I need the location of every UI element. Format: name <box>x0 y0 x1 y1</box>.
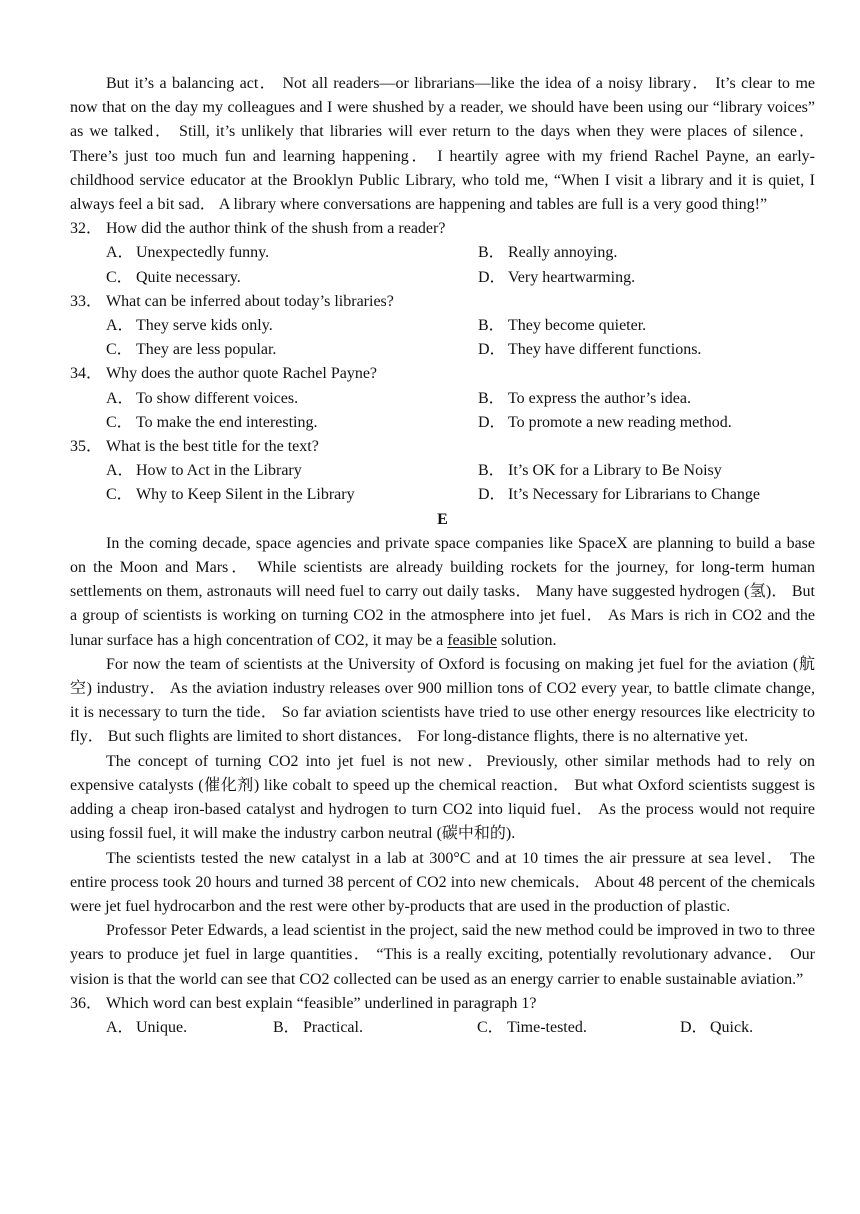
question-33 <box>70 290 815 363</box>
question-36 <box>70 992 815 1040</box>
passage-e-paragraph-5: Professor Peter Edwards, a lead scientist in the project, said the new method could be improved in two to three years to produce jet fuel in large quantities． “This is a really exciting, potentially revolutionary advance． Our vision is that the world can see that CO2 collected can be used as an energy carrier to enable sustainable aviation.” <box>70 922 816 988</box>
option-a[interactable]: A． Unexpectedly funny. <box>106 244 270 262</box>
option-a[interactable]: A． Unique. <box>106 1018 188 1036</box>
question-34 <box>70 362 815 435</box>
passage-e-paragraph-1: In the coming decade, space agencies and private space companies like SpaceX are planning to build a base on the Moon and Mars． While scientists are already building rockets for the journey, for long-term human settlements on them, astronauts will need fuel to carry out daily tasks． Many have suggested hydrogen (氢)． But a group of scientists is working on turning CO2 in the atmosphere into jet fuel． As Mars is rich in CO2 and the lunar surface has a high concentration of CO2, it may be a feasible solution. <box>70 534 815 649</box>
question-number: 36． <box>70 994 103 1012</box>
option-d[interactable]: D． Quick. <box>680 1018 754 1036</box>
question-stem: How did the author think of the shush from a reader? <box>106 220 446 238</box>
option-d[interactable]: D． It’s Necessary for Librarians to Change <box>478 486 760 504</box>
question-number: 34． <box>70 365 103 383</box>
exam-page <box>70 72 815 1040</box>
question-stem: What is the best title for the text? <box>106 438 319 456</box>
option-c[interactable]: C． Time-tested. <box>477 1018 587 1036</box>
underlined-word: feasible <box>447 631 497 649</box>
passage-e-paragraph-4: The scientists tested the new catalyst in a lab at 300°C and at 10 times the air pressure at sea level． The entire process took 20 hours and turned 38 percent of CO2 into new chemicals． About 48 percent of the chemicals were jet fuel hydrocarbon and the rest were other by-products that are used in the production of plastic. <box>70 849 816 915</box>
passage-e-paragraph-3: The concept of turning CO2 into jet fuel is not new．Previously, other similar methods had to rely on expensive catalysts (催化剂) like cobalt to speed up the chemical reaction． But what Oxford scientists suggest is adding a cheap iron-based catalyst and hydrogen to turn CO2 into liquid fuel． As the process would not require using fossil fuel, it will make the industry carbon neutral (碳中和的). <box>70 752 816 843</box>
question-number: 33． <box>70 292 103 310</box>
question-stem: Which word can best explain “feasible” underlined in paragraph 1? <box>106 994 537 1012</box>
option-b[interactable]: B． Really annoying. <box>478 244 618 262</box>
option-b[interactable]: B． Practical. <box>273 1018 363 1036</box>
passage-e-paragraph-2: For now the team of scientists at the University of Oxford is focusing on making jet fuel for the aviation (航空) industry． As the aviation industry releases over 900 million tons of CO2 every year, to battle climate change, it is necessary to turn the tide． So far aviation scientists have tried to use other energy resources like electricity to fly． But such flights are limited to short distances． For long-distance flights, there is no alternative yet. <box>70 655 815 746</box>
section-heading: E <box>437 510 448 528</box>
option-c[interactable]: C． To make the end interesting. <box>106 413 318 431</box>
option-b[interactable]: B． It’s OK for a Library to Be Noisy <box>478 462 722 480</box>
question-stem: What can be inferred about today’s libraries? <box>106 292 394 310</box>
option-c[interactable]: C． Why to Keep Silent in the Library <box>106 486 355 504</box>
option-d[interactable]: D． To promote a new reading method. <box>478 413 732 431</box>
option-a[interactable]: A． How to Act in the Library <box>106 462 302 480</box>
question-number: 32． <box>70 220 103 238</box>
option-a[interactable]: A． To show different voices. <box>106 389 299 407</box>
option-a[interactable]: A． They serve kids only. <box>106 317 273 335</box>
option-d[interactable]: D． Very heartwarming. <box>478 268 636 286</box>
question-stem: Why does the author quote Rachel Payne? <box>106 365 378 383</box>
question-35 <box>70 435 815 508</box>
passage-d-final-paragraph: But it’s a balancing act． Not all readers—or librarians—like the idea of a noisy library． It’s clear to me now that on the day my colleagues and I were shushed by a reader, we should have been using our “library voices” as we talked． Still, it’s unlikely that libraries will ever return to the days when they were places of silence． There’s just too much fun and learning happening． I heartily agree with my friend Rachel Payne, an early-childhood service educator at the Brooklyn Public Library, who told me, “When I visit a library and it is quiet, I always feel a bit sad． A library where conversations are happening and tables are full is a very good thing!” <box>70 75 815 214</box>
option-d[interactable]: D． They have different functions. <box>478 341 702 359</box>
question-number: 35． <box>70 438 103 456</box>
option-b[interactable]: B． To express the author’s idea. <box>478 389 691 407</box>
option-b[interactable]: B． They become quieter. <box>478 317 647 335</box>
question-32 <box>70 217 815 290</box>
option-c[interactable]: C． Quite necessary. <box>106 268 241 286</box>
option-c[interactable]: C． They are less popular. <box>106 341 277 359</box>
